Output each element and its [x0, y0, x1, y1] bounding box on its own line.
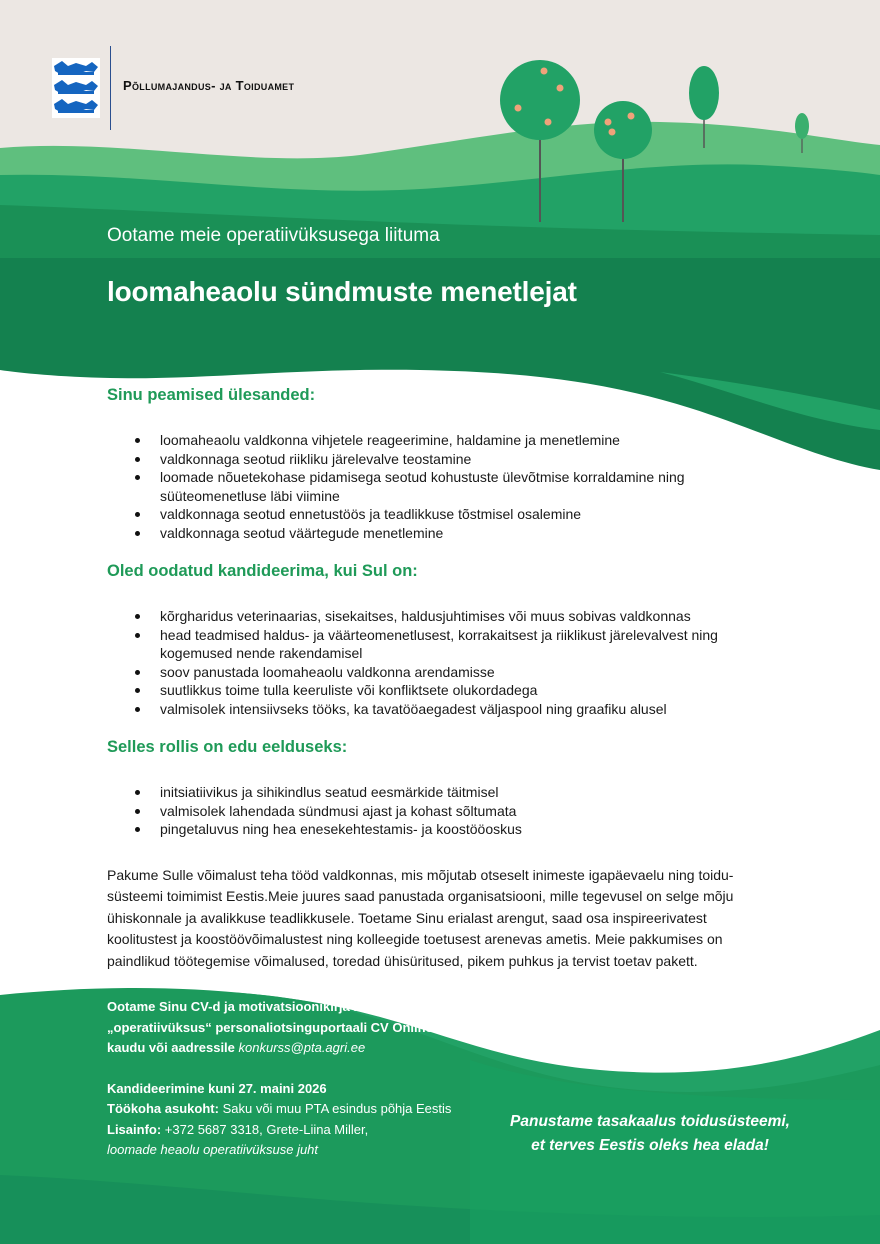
list-item: valmisolek intensiivseks tööks, ka tavatööaegadest väljaspool ning graafiku alusel	[107, 700, 767, 719]
section-heading-success: Selles rollis on edu eelduseks:	[107, 738, 348, 756]
tasks-list	[107, 431, 767, 542]
list-item: loomaheaolu valdkonna vihjetele reageerimine, haldamine ja menetlemine	[107, 431, 767, 450]
list-item: kõrgharidus veterinaarias, sisekaitses, haldusjuhtimises või muus sobivas valdkonnas	[107, 607, 767, 626]
success-list	[107, 783, 767, 839]
estonian-three-lions-crest-icon	[52, 58, 100, 118]
list-item: head teadmised haldus- ja väärteomenetlusest, korrakaitsest ja riiklikust järelevalvest ning kogemused nende rakendamisel	[107, 626, 767, 663]
contact-role: loomade heaolu operatiivüksuse juht	[107, 1142, 319, 1157]
requirements-list	[107, 607, 767, 718]
slogan-line-1: Panustame tasakaalus toidusüsteemi,	[510, 1113, 790, 1130]
apply-line-1: Ootame Sinu CV-d ja motivatsioonikirja märksõnaga	[107, 999, 430, 1014]
slogan	[495, 1110, 805, 1158]
list-item: valdkonnaga seotud väärtegude menetlemine	[107, 524, 767, 543]
email-link[interactable]: konkurss@pta.agri.ee	[238, 1040, 366, 1055]
offer-paragraph: Pakume Sulle võimalust teha tööd valdkonnas, mis mõjutab otseselt inimeste igapäevaelu ning toidu-süsteemi toimimist Eestis.Meie juures saad panustada organisatsiooni, mille tegevusel on selge mõju ühiskonnale ja avalikkuse teadlikkusele. Toetame Sinu erialast arengut, saad osa inspireerivatest koolitustest ja koostöövõimalustest ning kolleegide toetusest arenevas ametis. Meie pakkumises on paindlikud töötegemise võimalused, toredad ühisüritused, pikem puhkus ja tervist toetav pakett.	[107, 866, 734, 969]
organization-name: Põllumajandus- ja Toiduamet	[123, 78, 295, 93]
list-item: loomade nõuetekohase pidamisega seotud kohustuste ülevõtmise korraldamine ning süüteomenetluse läbi viimine	[107, 468, 767, 505]
list-item: suutlikkus toime tulla keeruliste või konfliktsete olukordadega	[107, 681, 767, 700]
list-item: valdkonnaga seotud ennetustöös ja teadlikkuse tõstmisel osalemine	[107, 505, 767, 524]
info-value: +372 5687 3318, Grete-Liina Miller,	[164, 1121, 369, 1137]
list-item: initsiatiivikus ja sihikindlus seatud eesmärkide täitmisel	[107, 783, 767, 802]
job-description	[107, 386, 767, 972]
apply-line-3: kaudu või aadressile	[107, 1040, 235, 1055]
location-label: Töökoha asukoht:	[107, 1101, 219, 1116]
deadline: Kandideerimine kuni 27. maini 2026	[107, 1080, 327, 1096]
application-info	[107, 997, 507, 1161]
list-item: soov panustada loomaheaolu valdkonna arendamisse	[107, 663, 767, 682]
section-heading-requirements: Oled oodatud kandideerima, kui Sul on:	[107, 562, 418, 580]
list-item: pingetaluvus ning hea enesekehtestamis- ja koostööoskus	[107, 820, 767, 839]
slogan-line-2: et terves Eestis oleks hea elada!	[531, 1137, 769, 1154]
job-title: loomaheaolu sündmuste menetlejat	[107, 276, 577, 307]
apply-line-2: „operatiivüksus“ personaliotsinguportaali CV Online	[107, 1019, 433, 1035]
list-item: valdkonnaga seotud riikliku järelevalve teostamine	[107, 450, 767, 469]
section-heading-tasks: Sinu peamised ülesanded:	[107, 386, 316, 404]
info-label: Lisainfo:	[107, 1121, 162, 1137]
logo-divider	[110, 46, 111, 130]
location-value: Saku või muu PTA esindus põhja Eestis	[222, 1101, 452, 1116]
list-item: valmisolek lahendada sündmusi ajast ja kohast sõltumata	[107, 802, 767, 821]
intro-line: Ootame meie operatiivüksusega liituma	[107, 225, 440, 246]
